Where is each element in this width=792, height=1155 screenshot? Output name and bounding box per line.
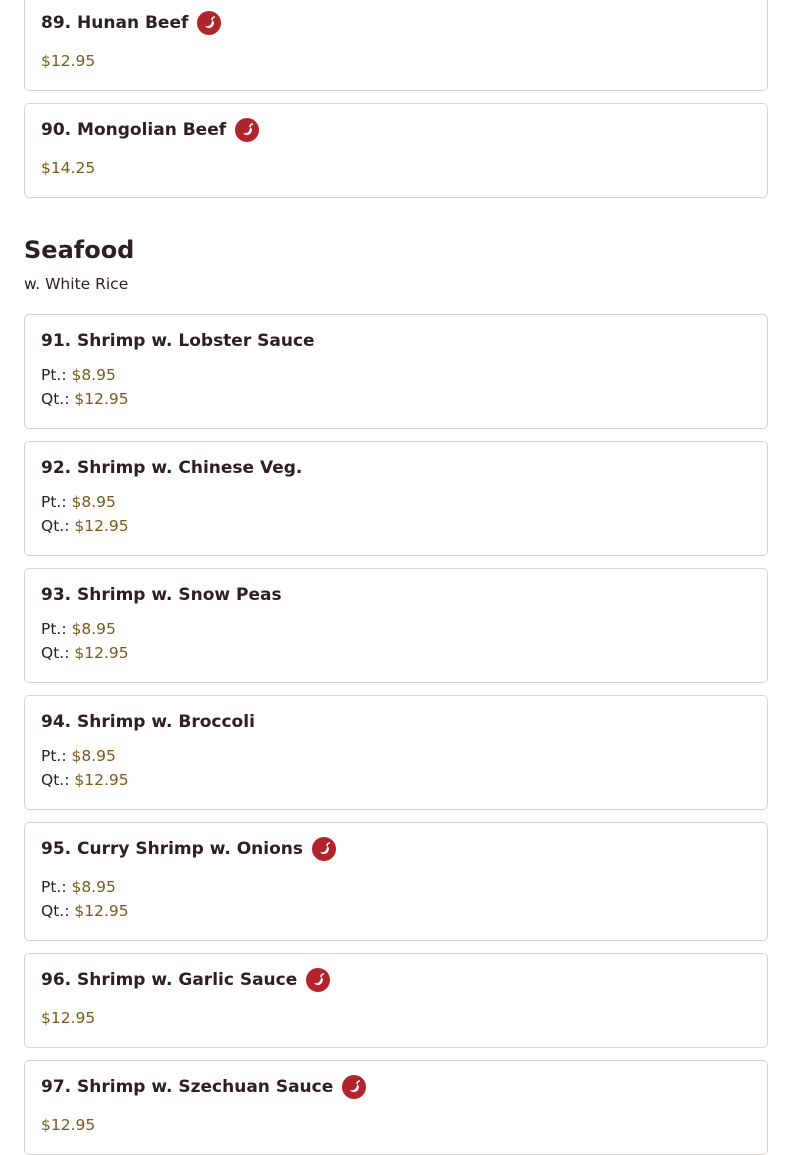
chili-pepper-icon [235, 118, 259, 142]
menu-item-title: 89. Hunan Beef [41, 13, 189, 33]
pint-price-line [41, 620, 116, 638]
chili-pepper-icon [197, 11, 221, 35]
quart-price: $12.95 [74, 902, 129, 920]
quart-price: $12.95 [74, 644, 129, 662]
pint-price-line [41, 493, 116, 511]
pint-price: $8.95 [71, 747, 116, 765]
menu-item-price: $12.95 [41, 52, 96, 70]
menu-item-title: 90. Mongolian Beef [41, 120, 227, 140]
pint-label: Pt.: [41, 747, 67, 765]
section-subtitle: w. White Rice [24, 275, 129, 293]
quart-label: Qt.: [41, 517, 70, 535]
pint-price-line [41, 366, 116, 384]
chili-pepper-icon [306, 968, 330, 992]
menu-item-title: 91. Shrimp w. Lobster Sauce [41, 331, 315, 351]
quart-price-line [41, 390, 129, 408]
menu-item-card[interactable] [24, 568, 768, 683]
menu-item-title: 97. Shrimp w. Szechuan Sauce [41, 1077, 334, 1097]
quart-price: $12.95 [74, 390, 129, 408]
pint-price: $8.95 [71, 366, 116, 384]
menu-item-title: 94. Shrimp w. Broccoli [41, 712, 255, 732]
chili-pepper-icon [312, 837, 336, 861]
quart-label: Qt.: [41, 902, 70, 920]
pint-label: Pt.: [41, 878, 67, 896]
pint-price-line [41, 747, 116, 765]
menu-item-card[interactable] [24, 1060, 768, 1155]
quart-price-line [41, 771, 129, 789]
quart-price-line [41, 644, 129, 662]
pint-price: $8.95 [71, 620, 116, 638]
menu-item-card[interactable] [24, 0, 768, 91]
section-title: Seafood [24, 236, 135, 264]
menu-item-title: 95. Curry Shrimp w. Onions [41, 839, 304, 859]
menu-item-price: $12.95 [41, 1116, 96, 1134]
pint-price-line [41, 878, 116, 896]
menu-item-card[interactable] [24, 695, 768, 810]
menu-item-card[interactable] [24, 314, 768, 429]
menu-item-price: $12.95 [41, 1009, 96, 1027]
menu-item-title: 93. Shrimp w. Snow Peas [41, 585, 282, 605]
quart-price: $12.95 [74, 771, 129, 789]
menu-item-card[interactable] [24, 103, 768, 198]
menu-item-card[interactable] [24, 953, 768, 1048]
quart-price-line [41, 902, 129, 920]
pint-label: Pt.: [41, 493, 67, 511]
menu-item-price: $14.25 [41, 159, 96, 177]
pint-label: Pt.: [41, 366, 67, 384]
quart-label: Qt.: [41, 644, 70, 662]
menu-item-card[interactable] [24, 441, 768, 556]
menu-item-title: 96. Shrimp w. Garlic Sauce [41, 970, 298, 990]
pint-price: $8.95 [71, 878, 116, 896]
menu-item-title: 92. Shrimp w. Chinese Veg. [41, 458, 303, 478]
quart-label: Qt.: [41, 390, 70, 408]
pint-label: Pt.: [41, 620, 67, 638]
quart-label: Qt.: [41, 771, 70, 789]
pint-price: $8.95 [71, 493, 116, 511]
quart-price-line [41, 517, 129, 535]
quart-price: $12.95 [74, 517, 129, 535]
chili-pepper-icon [342, 1075, 366, 1099]
menu-item-card[interactable] [24, 822, 768, 941]
